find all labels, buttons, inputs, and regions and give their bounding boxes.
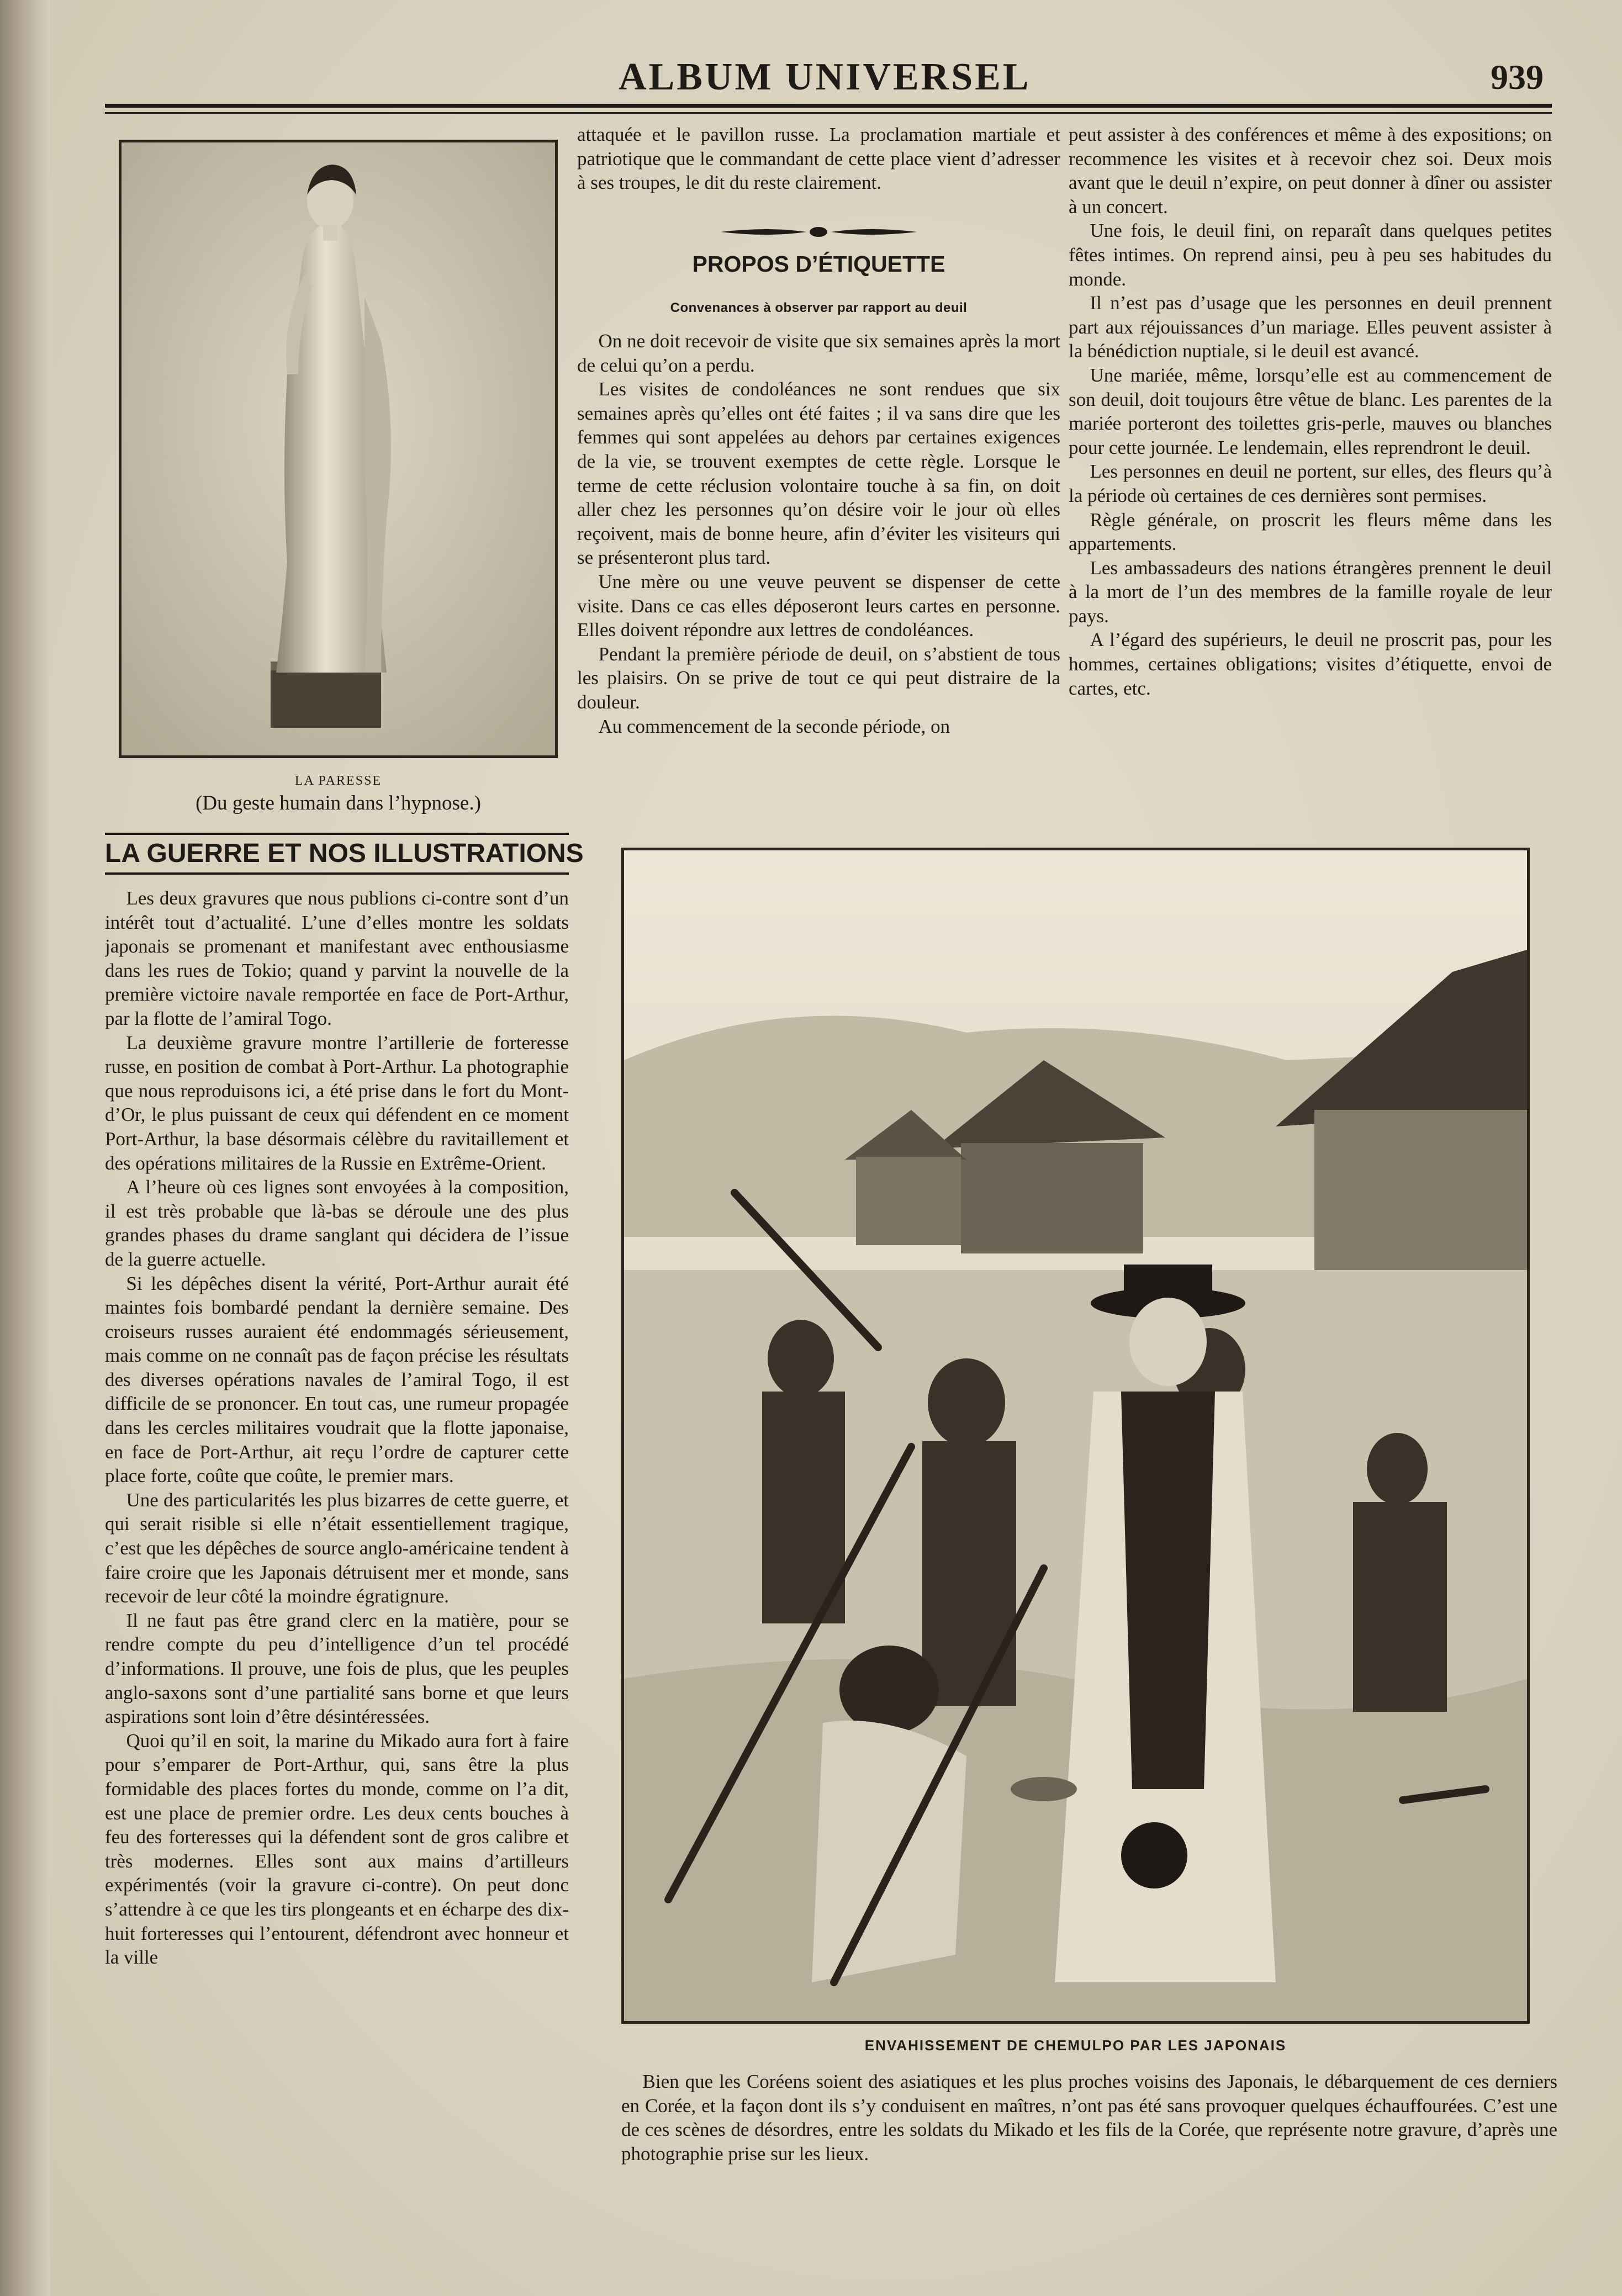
propos-paragraph: Au commencement de la seconde période, on	[598, 715, 950, 737]
guerre-paragraph: A l’heure où ces lignes sont envoyées à la composition, il est très probable que là-bas se déroule une des plus grandes phases du drame sanglant qui décidera de l’issue de la guerre actuelle.	[105, 1176, 569, 1270]
running-title: ALBUM UNIVERSEL	[619, 56, 1031, 98]
section-subheading-propos: Convenances à observer par rapport au deuil	[670, 300, 968, 315]
article-propos	[577, 329, 1060, 804]
propos-paragraph: Une mère ou une veuve peuvent se dispenser de cette visite. Dans ce cas elles déposeront leurs cartes en personne. Elles doivent répondre aux lettres de condoléances.	[577, 570, 1060, 641]
guerre-paragraph: La deuxième gravure montre l’artillerie de forteresse russe, en position de combat à Port-Arthur. La photographie que nous reproduisons ici, a été prise dans le fort du Mont-d’Or, le plus puissant de ceux qui défendent en ce moment Port-Arthur, la base désormais célèbre du ravitaillement et des opérations militaires de la Russie en Extrême-Orient.	[105, 1031, 569, 1174]
illustration-text	[621, 2070, 1557, 2235]
propos-continued-paragraph: A l’égard des supérieurs, le deuil ne proscrit pas, pour les hommes, certaines obligations; visites d’étiquette, envoi de cartes, etc.	[1069, 629, 1552, 699]
guerre-paragraph: Les deux gravures que nous publions ci-contre sont d’un intérêt tout d’actualité. L’une d’elles montre les soldats japonais se promenant et manifestant avec enthousiasme dans les rues de Tokio; quand y parvint la nouvelle de la première victoire navale remportée en face de Port-Arthur, par la flotte de l’amiral Togo.	[105, 887, 569, 1029]
article-guerre	[105, 886, 569, 2239]
photo-caption-title: LA PARESSE	[294, 774, 382, 788]
guerre-paragraph: Quoi qu’il en soit, la marine du Mikado aura fort à faire pour s’emparer de Port-Arthur, qui, sans être la plus formidable des places fortes du monde, comme on l’a dit, est une place de premier ordre. Les deux cents bouches à feu des forteresses qui la défendent sont de gros calibre et très modernes. Elles sont aux mains d’artilleurs expérimentés (voir la gravure ci-contre). On peut donc s’attendre à ce que les tirs plongeants et en écharpe des dix-huit forteresses qui l’entourent, défendront avec honneur et la ville	[105, 1729, 569, 1969]
page-gutter-shadow	[0, 0, 50, 2296]
photo-caption-subtitle: (Du geste humain dans l’hypnose.)	[196, 792, 481, 814]
section-heading-guerre: LA GUERRE ET NOS ILLUSTRATIONS	[105, 833, 569, 875]
woman-standing-figure	[121, 142, 555, 755]
propos-continued-paragraph: peut assister à des conférences et même à des expositions; on recommence les visites et à recevoir chez soi. Deux mois avant que le deuil n’expire, on peut donner à dîner ou assister à un concert.	[1069, 124, 1552, 218]
article-continuation	[577, 123, 1060, 222]
propos-paragraph: Les visites de condoléances ne sont rendues que six semaines après qu’elles ont été faites ; il va sans dire que les femmes qui sont appelées au dehors par certaines exigences de la vie, se trouvent exemptes de cette règle. Lorsque le terme de cette réclusion volontaire touche à sa fin, on doit aller chez les personnes qu’on désire voir le jour où elles reçoivent, mais de bonne heure, afin d’éviter les visiteurs qui se présenteront plus tard.	[577, 378, 1060, 569]
photograph-la-paresse	[119, 140, 558, 758]
header-rule	[105, 104, 1552, 108]
propos-continued-paragraph: Une fois, le deuil fini, on reparaît dans quelques petites fêtes intimes. On reprend ainsi, peu à peu ses habitudes du monde.	[1069, 220, 1552, 290]
illustration-chemulpo	[621, 848, 1530, 2024]
guerre-paragraph: Une des particularités les plus bizarres de cette guerre, et qui serait risible si elle n’était essentiellement tragique, c’est que les dépêches de source anglo-américaine tendent à faire croire que les Japonais détruisent mer et monde, sans recevoir de leur côté la moindre égratignure.	[105, 1489, 569, 1607]
illustration-caption: ENVAHISSEMENT DE CHEMULPO PAR LES JAPONAIS	[864, 2037, 1287, 2054]
section-heading-propos: PROPOS D’ÉTIQUETTE	[692, 251, 945, 277]
page-number: 939	[1491, 57, 1544, 97]
propos-continued-paragraph: Les personnes en deuil ne portent, sur elles, des fleurs qu’à la période où certaines de ces dernières sont permises.	[1069, 461, 1552, 506]
propos-continued-paragraph: Il n’est pas d’usage que les personnes en deuil prennent part aux réjouissances d’un mariage. Elles peuvent assister à la bénédiction nuptiale, si le deuil est avancé.	[1069, 292, 1552, 362]
propos-continued-paragraph: Règle générale, on proscrit les fleurs même dans les appartements.	[1069, 509, 1552, 555]
guerre-paragraph: Si les dépêches disent la vérité, Port-Arthur aurait été maintes fois bombardé pendant la dernière semaine. Des croiseurs russes auraient été endommagés sérieusement, mais comme on ne connaît pas de façon précise les résultats des diverses opérations navales de l’amiral Togo, il est difficile de se prononcer. En tout cas, une rumeur propagée dans les cercles militaires voudrait que la flotte japonaise, en face de Port-Arthur, ait reçu l’ordre de capturer cette place forte, coûte que coûte, le premier mars.	[105, 1272, 569, 1487]
header-rule-thin	[105, 112, 1552, 114]
propos-paragraph: Pendant la première période de deuil, on s’abstient de tous les plaisirs. On se prive de tout ce qui peut distraire de la douleur.	[577, 643, 1060, 713]
propos-continued-paragraph: Les ambassadeurs des nations étrangères prennent le deuil à la mort de l’un des membres de la famille royale de leur pays.	[1069, 557, 1552, 627]
continuation-paragraph: attaquée et le pavillon russe. La proclamation martiale et patriotique que le commandant de cette place vient d’adresser à ses troupes, le dit du reste clairement.	[577, 124, 1060, 194]
ornament-divider	[718, 225, 920, 239]
illustration-paragraph: Bien que les Coréens soient des asiatiques et les plus proches voisins des Japonais, le débarquement de ces derniers en Corée, et la façon dont ils s’y conduisent en maîtres, n’ont pas été sans provoquer quelques échauffourées. C’est une de ces scènes de désordres, entre les soldats du Mikado et les fils de la Corée, que représente notre gravure, d’après une photographie prise sur les lieux.	[621, 2071, 1557, 2165]
engraving-crowd-scene	[624, 850, 1527, 2021]
article-propos-continued	[1069, 123, 1552, 807]
propos-paragraph: On ne doit recevoir de visite que six semaines après la mort de celui qu’on a perdu.	[577, 330, 1060, 376]
guerre-paragraph: Il ne faut pas être grand clerc en la matière, pour se rendre compte du peu d’intelligence d’un tel procédé d’informations. Il prouve, une fois de plus, que les peuples anglo-saxons sont d’une partialité sans borne et que leurs aspirations sont loin d’être désintéressées.	[105, 1609, 569, 1728]
propos-continued-paragraph: Une mariée, même, lorsqu’elle est au commencement de son deuil, doit toujours être vêtue de blanc. Les parentes de la mariée porteront des toilettes gris-perle, mauves ou blanches pour cette journée. Le lendemain, elles reprendront le deuil.	[1069, 364, 1552, 458]
